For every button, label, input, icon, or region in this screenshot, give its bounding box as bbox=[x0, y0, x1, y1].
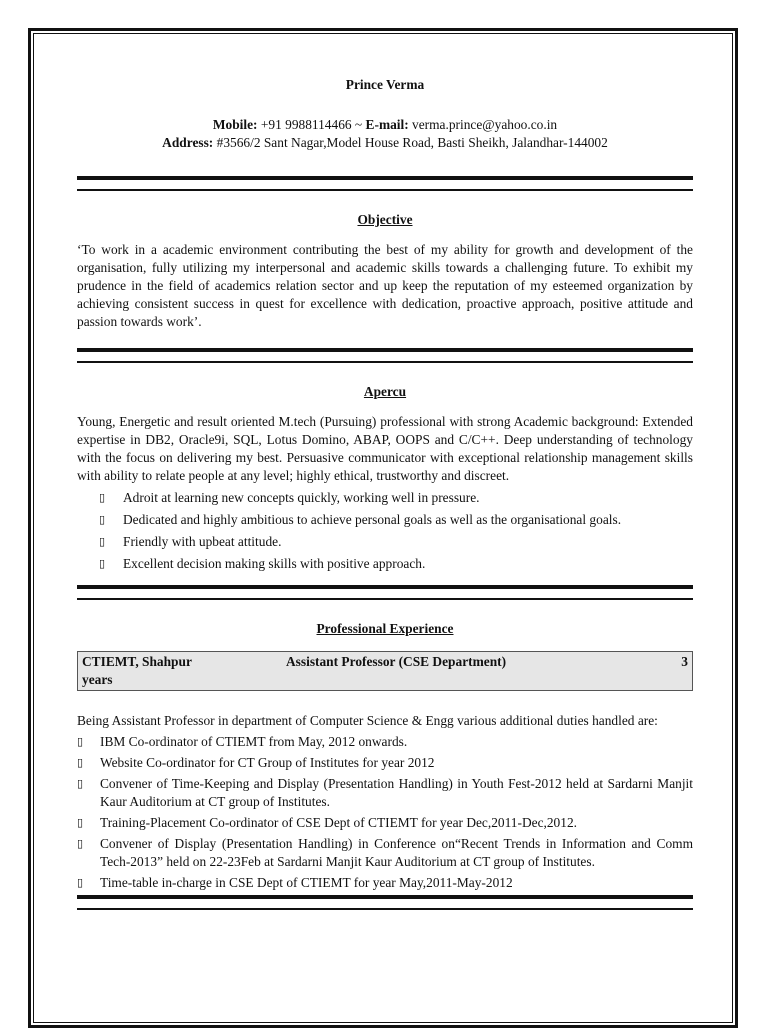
bullet-text: Adroit at learning new concepts quickly, working well in pressure. bbox=[123, 490, 480, 505]
job-role: Assistant Professor (CSE Department) bbox=[286, 654, 507, 669]
apercu-text: Young, Energetic and result oriented M.tech (Pursuing) professional with strong Academic background: Extended expertise in DB2, Oracle9i, SQL, Lotus Domino, ABAP, OOPS and C/C++. Deep understanding of technology with the focus on delivering my best. Persuasive communicator with exceptional relationship management skills with ability to relate people at any level; highly ethical, trustworthy and discreet. bbox=[77, 414, 693, 483]
duty-text: Website Co-ordinator for CT Group of Institutes for year 2012 bbox=[100, 755, 435, 770]
apercu-bullet-list bbox=[77, 489, 693, 573]
bullet-icon: ▯ bbox=[99, 535, 106, 548]
address-label: Address: bbox=[162, 135, 214, 150]
email-label: E-mail: bbox=[365, 117, 409, 132]
duty-text: Time-table in-charge in CSE Dept of CTIEMT for year May,2011-May-2012 bbox=[100, 875, 513, 890]
contact-line-1 bbox=[77, 116, 693, 134]
resume-content bbox=[77, 76, 693, 910]
bullet-icon: ▯ bbox=[77, 777, 84, 790]
bullet-icon: ▯ bbox=[99, 513, 106, 526]
duty-text: IBM Co-ordinator of CTIEMT from May, 2012 onwards. bbox=[100, 734, 408, 749]
list-item bbox=[77, 511, 693, 529]
list-item bbox=[77, 555, 693, 573]
bullet-icon: ▯ bbox=[77, 876, 84, 889]
section-divider bbox=[77, 895, 693, 910]
bullet-icon: ▯ bbox=[77, 735, 84, 748]
bullet-icon: ▯ bbox=[77, 756, 84, 769]
candidate-name: Prince Verma bbox=[345, 77, 425, 92]
job-company: CTIEMT, Shahpur bbox=[82, 654, 192, 669]
bullet-icon: ▯ bbox=[99, 491, 106, 504]
list-item bbox=[77, 835, 693, 871]
address-text: #3566/2 Sant Nagar,Model House Road, Basti Sheikh, Jalandhar-144002 bbox=[216, 135, 608, 150]
section-divider bbox=[77, 585, 693, 600]
duty-text: Convener of Time-Keeping and Display (Presentation Handling) in Youth Fest-2012 held at Sardarni Manjit Kaur Auditorium at CT group of Institutes. bbox=[100, 776, 693, 809]
duties-list bbox=[77, 733, 693, 892]
experience-intro: Being Assistant Professor in department of Computer Science & Engg various additional duties handled are: bbox=[77, 713, 658, 728]
section-divider bbox=[77, 176, 693, 191]
list-item bbox=[77, 754, 693, 772]
list-item bbox=[77, 874, 693, 892]
contact-block bbox=[77, 116, 693, 152]
list-item bbox=[77, 533, 693, 551]
contact-line-2 bbox=[77, 134, 693, 152]
section-divider bbox=[77, 348, 693, 363]
job-years-word: years bbox=[82, 672, 113, 687]
objective-text: ‘To work in a academic environment contributing the best of my ability for growth and development of the organisation, fully utilizing my interpersonal and academic skills towards a challenging future. To exhibit my prudence in the field of academics relation sector and up keep the reputation of my esteemed organization by achieving consistent success in quest for excellence with dedication, proactive approach, positive attitude and passion towards work’. bbox=[77, 242, 693, 329]
bullet-icon: ▯ bbox=[77, 816, 84, 829]
apercu-heading: Apercu bbox=[363, 384, 407, 399]
duty-text: Training-Placement Co-ordinator of CSE Dept of CTIEMT for year Dec,2011-Dec,2012. bbox=[100, 815, 577, 830]
bullet-icon: ▯ bbox=[99, 557, 106, 570]
email-address: verma.prince@yahoo.co.in bbox=[412, 117, 558, 132]
mobile-number: +91 9988114466 ~ bbox=[260, 117, 363, 132]
job-years-number: 3 bbox=[681, 654, 688, 669]
list-item bbox=[77, 775, 693, 811]
bullet-icon: ▯ bbox=[77, 837, 84, 850]
bullet-text: Dedicated and highly ambitious to achieve personal goals as well as the organisational goals. bbox=[123, 512, 622, 527]
job-header bbox=[77, 651, 693, 691]
duty-text: Convener of Display (Presentation Handling) in Conference on“Recent Trends in Information and Comm Tech-2013” held on 22-23Feb at Sardarni Manjit Kaur Auditorium at CT group of Institutes. bbox=[100, 836, 693, 869]
mobile-label: Mobile: bbox=[212, 117, 258, 132]
bullet-text: Excellent decision making skills with positive approach. bbox=[123, 556, 426, 571]
experience-heading: Professional Experience bbox=[316, 621, 454, 636]
list-item bbox=[77, 733, 693, 751]
list-item bbox=[77, 814, 693, 832]
objective-heading: Objective bbox=[357, 212, 413, 227]
bullet-text: Friendly with upbeat attitude. bbox=[123, 534, 282, 549]
list-item bbox=[77, 489, 693, 507]
